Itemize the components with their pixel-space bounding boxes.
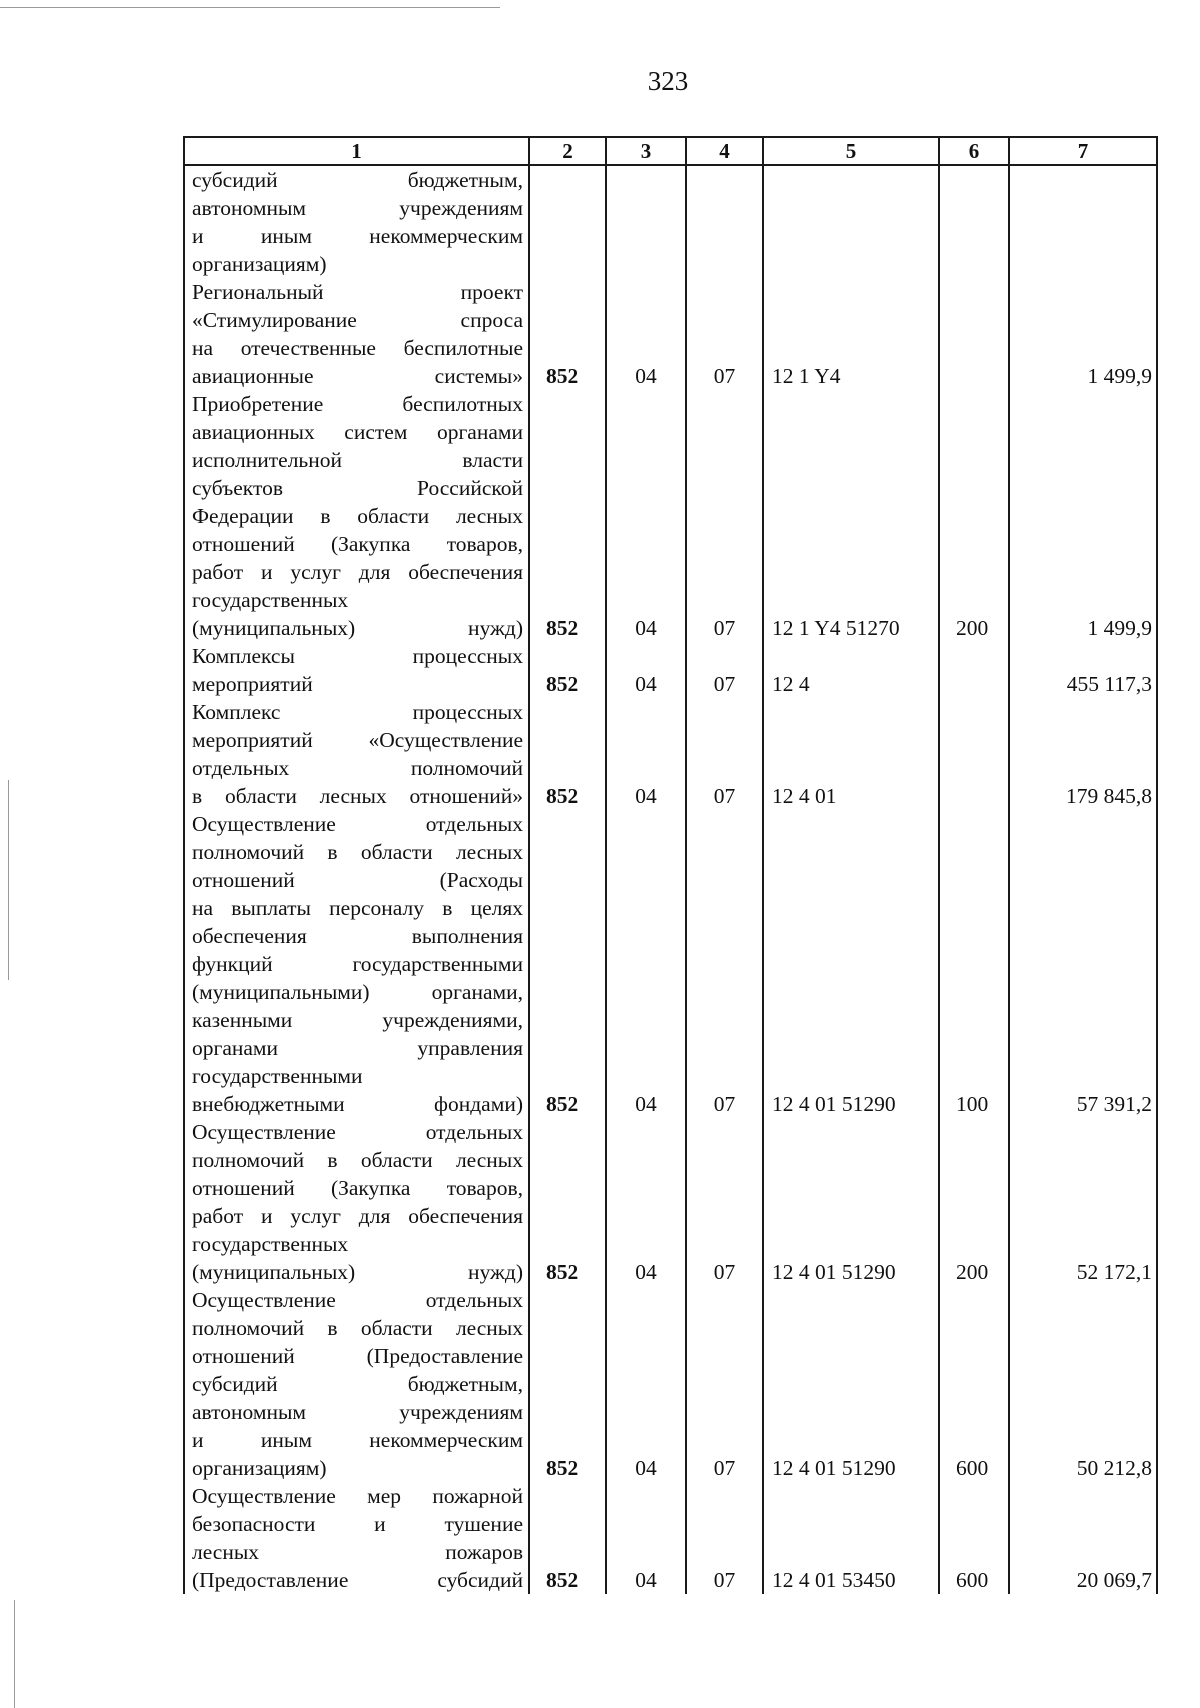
header-col-1: 1	[184, 137, 529, 165]
description-line: Комплекс процессных	[192, 700, 523, 724]
admin-code-cell	[529, 165, 606, 278]
expense-type-cell	[939, 278, 1009, 390]
description-line: государственных	[192, 1232, 349, 1256]
scan-artifact-left	[8, 780, 9, 980]
description-line: безопасности и тушение	[192, 1512, 523, 1536]
description-line: субсидий бюджетным,	[192, 168, 523, 192]
description-line: авиационных систем органами	[192, 420, 523, 444]
table-row	[184, 278, 1157, 390]
subsection-code-cell: 07	[686, 810, 763, 1118]
row-description	[184, 810, 529, 1118]
table-row	[184, 642, 1157, 698]
subsection-code-cell: 07	[686, 642, 763, 698]
section-code-cell: 04	[606, 810, 686, 1118]
description-line: Федерации в области лесных	[192, 504, 523, 528]
section-code-cell: 04	[606, 642, 686, 698]
description-line: полномочий в области лесных	[192, 840, 523, 864]
amount-cell: 52 172,1	[1009, 1118, 1157, 1286]
description-line: автономным учреждениям	[192, 196, 523, 220]
section-code-cell: 04	[606, 1286, 686, 1482]
expense-type-cell: 200	[939, 390, 1009, 642]
table-row	[184, 1286, 1157, 1482]
description-line: и иным некоммерческим	[192, 1428, 523, 1452]
description-line: Региональный проект	[192, 280, 523, 304]
admin-code-cell: 852	[529, 642, 606, 698]
expense-type-cell	[939, 698, 1009, 810]
description-line: авиационные системы»	[192, 364, 523, 388]
scan-artifact-top	[0, 7, 500, 8]
header-col-4: 4	[686, 137, 763, 165]
description-line: казенными учреждениями,	[192, 1008, 523, 1032]
header-col-2: 2	[529, 137, 606, 165]
description-line: в области лесных отношений»	[192, 784, 523, 808]
description-line: отношений (Закупка товаров,	[192, 1176, 523, 1200]
subsection-code-cell: 07	[686, 1482, 763, 1594]
subsection-code-cell: 07	[686, 390, 763, 642]
description-line: полномочий в области лесных	[192, 1148, 523, 1172]
subsection-code-cell: 07	[686, 278, 763, 390]
table-header-row	[184, 137, 1157, 165]
description-line: (Предоставление субсидий	[192, 1568, 523, 1592]
description-line: Осуществление отдельных	[192, 1288, 523, 1312]
description-line: субсидий бюджетным,	[192, 1372, 523, 1396]
description-line: мероприятий «Осуществление	[192, 728, 523, 752]
description-line: лесных пожаров	[192, 1540, 523, 1564]
expense-type-cell	[939, 642, 1009, 698]
page-number: 323	[647, 66, 689, 96]
description-line: функций государственными	[192, 952, 523, 976]
subsection-code-cell: 07	[686, 1286, 763, 1482]
amount-cell: 20 069,7	[1009, 1482, 1157, 1594]
target-article-cell: 12 4 01 51290	[763, 1286, 939, 1482]
target-article-cell	[763, 165, 939, 278]
table-row	[184, 1118, 1157, 1286]
description-line: отношений (Предоставление	[192, 1344, 523, 1368]
header-col-6: 6	[939, 137, 1009, 165]
description-line: Приобретение беспилотных	[192, 392, 523, 416]
row-description	[184, 1482, 529, 1594]
description-line: отдельных полномочий	[192, 756, 523, 780]
target-article-cell: 12 1 Y4 51270	[763, 390, 939, 642]
description-line: полномочий в области лесных	[192, 1316, 523, 1340]
description-line: на отечественные беспилотные	[192, 336, 523, 360]
amount-cell: 50 212,8	[1009, 1286, 1157, 1482]
description-line: обеспечения выполнения	[192, 924, 523, 948]
expense-type-cell: 200	[939, 1118, 1009, 1286]
amount-cell: 455 117,3	[1009, 642, 1157, 698]
budget-table	[183, 136, 1158, 1594]
description-line: внебюджетными фондами)	[192, 1092, 523, 1116]
target-article-cell: 12 4 01 51290	[763, 1118, 939, 1286]
table-row	[184, 390, 1157, 642]
admin-code-cell: 852	[529, 390, 606, 642]
description-line: Осуществление мер пожарной	[192, 1484, 523, 1508]
expense-type-cell: 600	[939, 1286, 1009, 1482]
description-line: на выплаты персоналу в целях	[192, 896, 523, 920]
description-line: и иным некоммерческим	[192, 224, 523, 248]
description-line: (муниципальными) органами,	[192, 980, 523, 1004]
target-article-cell: 12 4 01	[763, 698, 939, 810]
header-col-5: 5	[763, 137, 939, 165]
description-line: «Стимулирование спроса	[192, 308, 523, 332]
description-line: органами управления	[192, 1036, 523, 1060]
table-row	[184, 810, 1157, 1118]
table-row	[184, 165, 1157, 278]
amount-cell: 1 499,9	[1009, 278, 1157, 390]
amount-cell: 57 391,2	[1009, 810, 1157, 1118]
description-line: мероприятий	[192, 672, 313, 696]
description-line: организациям)	[192, 252, 327, 276]
target-article-cell: 12 4 01 51290	[763, 810, 939, 1118]
description-line: исполнительной власти	[192, 448, 523, 472]
description-line: работ и услуг для обеспечения	[192, 560, 523, 584]
target-article-cell: 12 4 01 53450	[763, 1482, 939, 1594]
description-line: отношений (Расходы	[192, 868, 523, 892]
expense-type-cell	[939, 165, 1009, 278]
section-code-cell: 04	[606, 1118, 686, 1286]
section-code-cell: 04	[606, 698, 686, 810]
row-description	[184, 390, 529, 642]
amount-cell	[1009, 165, 1157, 278]
table-row	[184, 698, 1157, 810]
section-code-cell	[606, 165, 686, 278]
description-line: государственных	[192, 588, 349, 612]
admin-code-cell: 852	[529, 1118, 606, 1286]
row-description	[184, 1118, 529, 1286]
scan-artifact-left-bottom	[14, 1600, 15, 1708]
section-code-cell: 04	[606, 278, 686, 390]
row-description	[184, 1286, 529, 1482]
description-line: Осуществление отдельных	[192, 1120, 523, 1144]
description-line: работ и услуг для обеспечения	[192, 1204, 523, 1228]
table-row	[184, 1482, 1157, 1594]
subsection-code-cell: 07	[686, 1118, 763, 1286]
description-line: (муниципальных) нужд)	[192, 616, 523, 640]
description-line: автономным учреждениям	[192, 1400, 523, 1424]
amount-cell: 1 499,9	[1009, 390, 1157, 642]
header-col-3: 3	[606, 137, 686, 165]
target-article-cell: 12 4	[763, 642, 939, 698]
description-line: государственными	[192, 1064, 363, 1088]
header-col-7: 7	[1009, 137, 1157, 165]
section-code-cell: 04	[606, 1482, 686, 1594]
admin-code-cell: 852	[529, 278, 606, 390]
row-description	[184, 278, 529, 390]
description-line: Комплексы процессных	[192, 644, 523, 668]
target-article-cell: 12 1 Y4	[763, 278, 939, 390]
subsection-code-cell	[686, 165, 763, 278]
admin-code-cell: 852	[529, 1482, 606, 1594]
admin-code-cell: 852	[529, 810, 606, 1118]
amount-cell: 179 845,8	[1009, 698, 1157, 810]
description-line: организациям)	[192, 1456, 327, 1480]
row-description	[184, 165, 529, 278]
subsection-code-cell: 07	[686, 698, 763, 810]
expense-type-cell: 600	[939, 1482, 1009, 1594]
admin-code-cell: 852	[529, 698, 606, 810]
description-line: Осуществление отдельных	[192, 812, 523, 836]
description-line: (муниципальных) нужд)	[192, 1260, 523, 1284]
admin-code-cell: 852	[529, 1286, 606, 1482]
row-description	[184, 698, 529, 810]
description-line: отношений (Закупка товаров,	[192, 532, 523, 556]
description-line: субъектов Российской	[192, 476, 523, 500]
row-description	[184, 642, 529, 698]
expense-type-cell: 100	[939, 810, 1009, 1118]
section-code-cell: 04	[606, 390, 686, 642]
